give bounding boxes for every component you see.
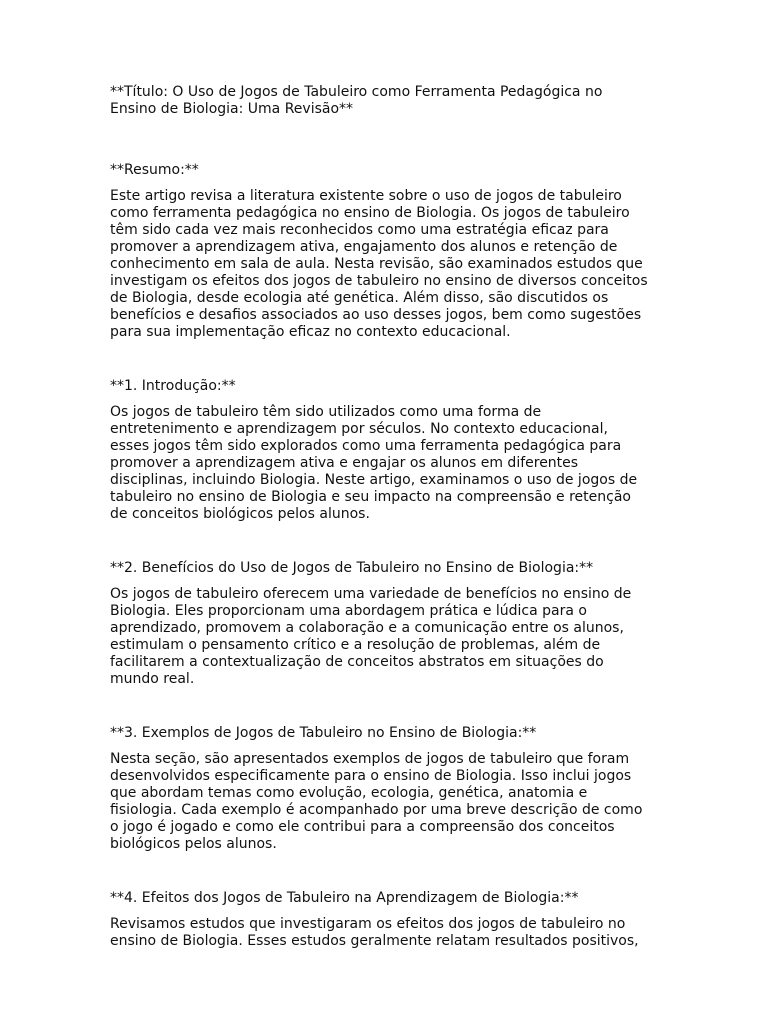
document-title (110, 84, 670, 118)
section-heading: **3. Exemplos de Jogos de Tabuleiro no Ensino de Biologia:** (110, 725, 537, 741)
section-paragraph (110, 586, 670, 688)
text-line: desenvolvidos especificamente para o ensino de Biologia. Isso inclui jogos (110, 768, 632, 784)
section-paragraph (110, 751, 670, 853)
text-line: conhecimento em sala de aula. Nesta revisão, são examinados estudos que (110, 256, 643, 272)
text-line: promover a aprendizagem ativa e engajar os alunos em diferentes (110, 455, 579, 471)
section-heading: **1. Introdução:** (110, 378, 236, 394)
text-line: o jogo é jogado e como ele contribui para a compreensão dos conceitos (110, 819, 615, 835)
document-content (110, 84, 670, 950)
section-heading: **2. Benefícios do Uso de Jogos de Tabuleiro no Ensino de Biologia:** (110, 560, 594, 576)
text-line: Os jogos de tabuleiro têm sido utilizados como uma forma de (110, 404, 542, 420)
text-line: biológicos pelos alunos. (110, 836, 277, 852)
section-paragraph (110, 404, 670, 523)
text-line: promover a aprendizagem ativa, engajamento dos alunos e retenção de (110, 239, 618, 255)
text-line: aprendizado, promovem a colaboração e a comunicação entre os alunos, (110, 620, 624, 636)
text-line: benefícios e desafios associados ao uso desses jogos, bem como sugestões (110, 307, 642, 323)
text-line: Os jogos de tabuleiro oferecem uma variedade de benefícios no ensino de (110, 586, 632, 602)
text-line: como ferramenta pedagógica no ensino de Biologia. Os jogos de tabuleiro (110, 205, 630, 221)
section-abstract (110, 162, 670, 341)
section-paragraph (110, 188, 670, 341)
text-line: fisiologia. Cada exemplo é acompanhado por uma breve descrição de como (110, 802, 643, 818)
text-line: mundo real. (110, 671, 195, 687)
text-line: de conceitos biológicos pelos alunos. (110, 506, 370, 522)
title-line: Ensino de Biologia: Uma Revisão** (110, 101, 354, 117)
section-heading: **4. Efeitos dos Jogos de Tabuleiro na Aprendizagem de Biologia:** (110, 890, 579, 906)
text-line: disciplinas, incluindo Biologia. Neste artigo, examinamos o uso de jogos de (110, 472, 638, 488)
section-benefits (110, 560, 670, 688)
text-line: tabuleiro no ensino de Biologia e seu impacto na compreensão e retenção (110, 489, 631, 505)
text-line: facilitarem a contextualização de conceitos abstratos em situações do (110, 654, 604, 670)
section-introduction (110, 378, 670, 523)
text-line: ensino de Biologia. Esses estudos geralmente relatam resultados positivos, (110, 933, 639, 949)
section-effects (110, 890, 670, 950)
text-line: que abordam temas como evolução, ecologia, genética, anatomia e (110, 785, 588, 801)
text-line: Biologia. Eles proporcionam uma abordagem prática e lúdica para o (110, 603, 587, 619)
text-line: entretenimento e aprendizagem por séculos. No contexto educacional, (110, 421, 608, 437)
text-line: Este artigo revisa a literatura existente sobre o uso de jogos de tabuleiro (110, 188, 622, 204)
text-line: estimulam o pensamento crítico e a resolução de problemas, além de (110, 637, 601, 653)
section-examples (110, 725, 670, 853)
text-line: para sua implementação eficaz no contexto educacional. (110, 324, 511, 340)
section-heading: **Resumo:** (110, 162, 199, 178)
text-line: têm sido cada vez mais reconhecidos como uma estratégia eficaz para (110, 222, 609, 238)
text-line: investigam os efeitos dos jogos de tabuleiro no ensino de diversos conceitos (110, 273, 648, 289)
text-line: Nesta seção, são apresentados exemplos de jogos de tabuleiro que foram (110, 751, 630, 767)
text-line: de Biologia, desde ecologia até genética. Além disso, são discutidos os (110, 290, 609, 306)
text-line: esses jogos têm sido explorados como uma ferramenta pedagógica para (110, 438, 622, 454)
section-paragraph (110, 916, 670, 950)
text-line: Revisamos estudos que investigaram os efeitos dos jogos de tabuleiro no (110, 916, 626, 932)
title-line: **Título: O Uso de Jogos de Tabuleiro como Ferramenta Pedagógica no (110, 84, 603, 100)
